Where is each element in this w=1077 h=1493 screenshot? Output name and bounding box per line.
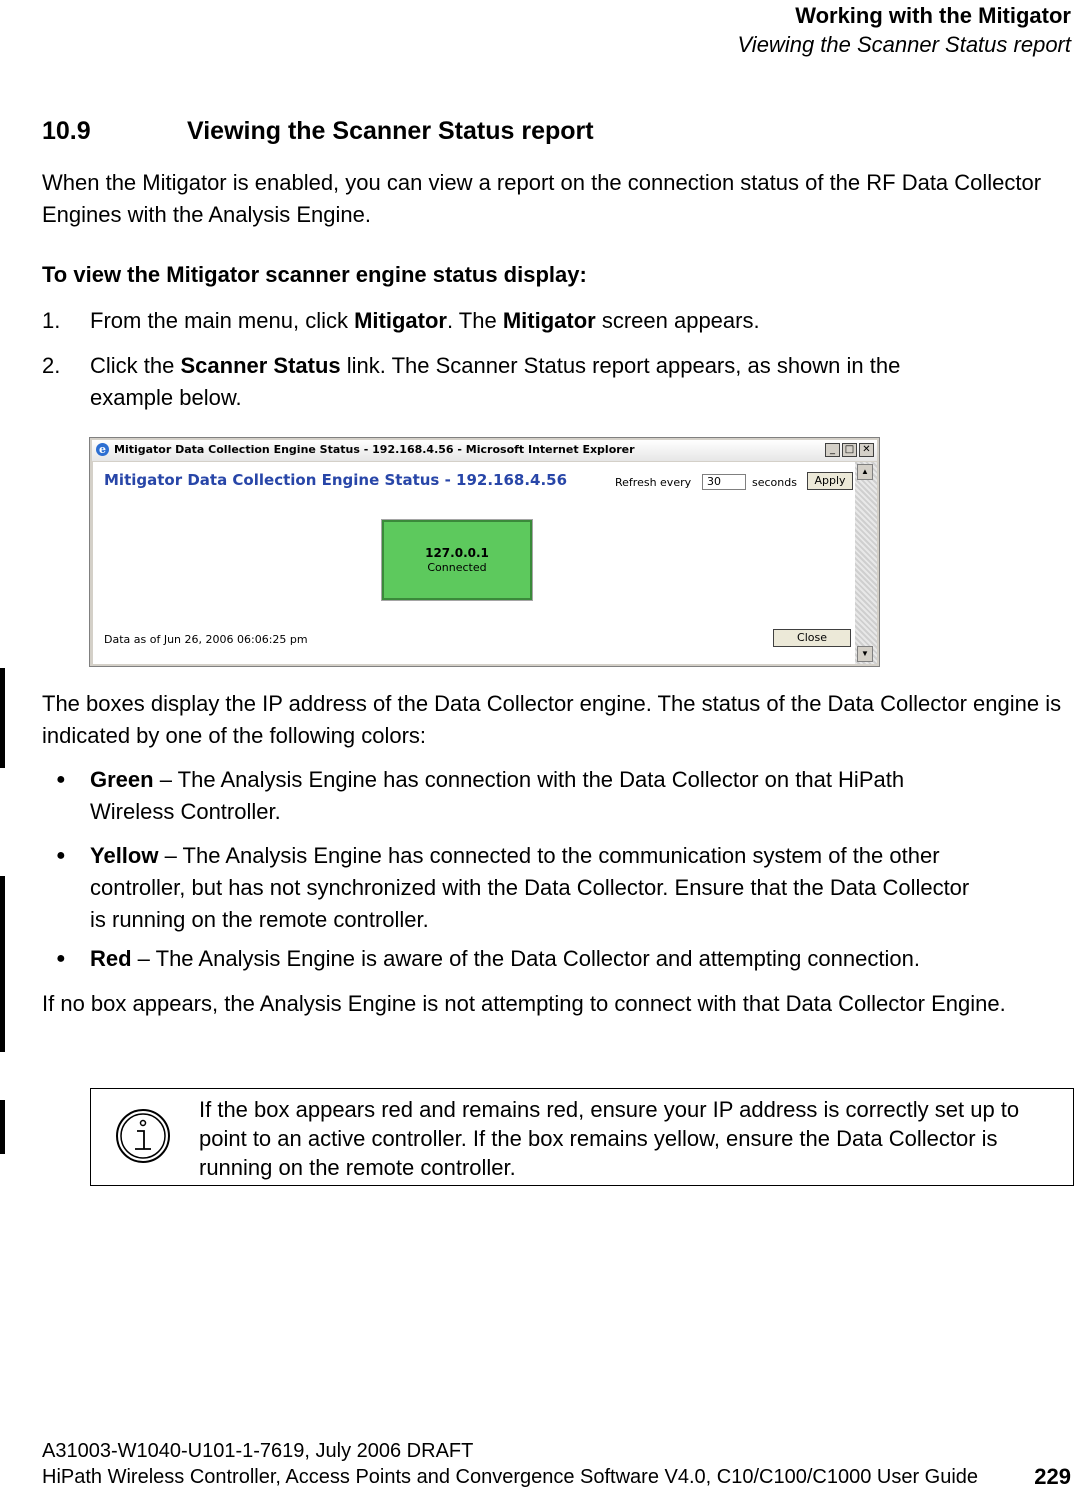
step-2-number: 2.	[42, 353, 61, 378]
bullet-green-term: Green	[90, 767, 154, 792]
window-titlebar	[92, 440, 877, 461]
close-button[interactable]: Close	[773, 629, 851, 647]
refresh-label: Refresh every	[615, 476, 692, 489]
bullet-yellow-term: Yellow	[90, 843, 159, 868]
colors-intro-paragraph: The boxes display the IP address of the Data Collector engine. The status of the Data Collector engine is indicated by one of the following colors:	[42, 691, 1062, 748]
footer-product: HiPath Wireless Controller, Access Points and Convergence Software V4.0, C10/C100/C1000 User Guide	[42, 1466, 979, 1488]
running-header-chapter: Working with the Mitigator	[795, 3, 1071, 28]
step-2-text-pre: Click the	[90, 353, 181, 378]
step-1-bold-mitigator-screen: Mitigator	[502, 308, 596, 333]
note-text: If the box appears red and remains red, ensure your IP address is correctly set up to point to an active controller. If the box remains yellow, ensure the Data Collector is running on the remote controller.	[199, 1097, 1020, 1180]
running-header-section: Viewing the Scanner Status report	[737, 32, 1071, 57]
procedure-heading: To view the Mitigator scanner engine status display:	[42, 262, 587, 287]
note-box	[90, 1088, 1074, 1186]
bullet-yellow	[90, 840, 1070, 936]
change-bar	[0, 668, 5, 768]
page-title: Mitigator Data Collection Engine Status - 192.168.4.56	[104, 471, 568, 489]
step-1-text-pre: From the main menu, click	[90, 308, 355, 333]
step-2-bold-scanner-status: Scanner Status	[180, 353, 341, 378]
bullet-yellow-line1: – The Analysis Engine has connected to the communication system of the other	[158, 843, 940, 868]
step-1-number: 1.	[42, 308, 61, 333]
bullet-icon: ●	[56, 847, 66, 864]
window-title: Mitigator Data Collection Engine Status - 192.168.4.56 - Microsoft Internet Explorer	[114, 443, 635, 456]
step-1-text-mid: . The	[446, 308, 503, 333]
bullet-yellow-line2: controller, but has not synchronized with the Data Collector. Ensure that the Data Collector	[90, 875, 970, 900]
bullet-icon: ●	[56, 950, 66, 967]
bullet-green-line1: – The Analysis Engine has connection with the Data Collector on that HiPath	[153, 767, 905, 792]
page-number: 229	[1034, 1464, 1071, 1489]
change-bar	[0, 876, 5, 1052]
step-1-bold-mitigator: Mitigator	[354, 308, 447, 333]
scroll-up-icon[interactable]: ▲	[857, 464, 873, 480]
close-window-icon[interactable]: ✕	[859, 443, 874, 457]
step-1-text	[90, 305, 1070, 337]
footer-doc-id: A31003-W1040-U101-1-7619, July 2006 DRAFT	[42, 1440, 474, 1462]
maximize-icon[interactable]: □	[842, 443, 857, 457]
minimize-icon[interactable]: _	[825, 443, 840, 457]
status-ip-address: 127.0.0.1	[425, 546, 489, 560]
data-timestamp: Data as of Jun 26, 2006 06:06:25 pm	[104, 633, 308, 646]
data-collector-status-box[interactable]	[382, 520, 532, 600]
bullet-icon: ●	[56, 771, 66, 788]
step-1-text-post: screen appears.	[595, 308, 760, 333]
apply-button[interactable]: Apply	[807, 472, 853, 490]
bullet-red	[90, 943, 1070, 975]
bullet-red-line1: – The Analysis Engine is aware of the Data Collector and attempting connection.	[131, 946, 920, 971]
bullet-red-term: Red	[90, 946, 132, 971]
seconds-label: seconds	[752, 476, 797, 489]
browser-client-area	[93, 462, 855, 664]
step-2-text-post: link. The Scanner Status report appears, as shown in the	[340, 353, 901, 378]
bullet-green	[90, 764, 1070, 828]
scroll-down-icon[interactable]: ▼	[857, 646, 873, 662]
ie-logo-icon: e	[96, 443, 109, 456]
bullet-green-line2: Wireless Controller.	[90, 799, 281, 824]
vertical-scrollbar[interactable]	[855, 462, 877, 664]
step-2-text	[90, 350, 1070, 414]
status-state: Connected	[427, 561, 487, 574]
intro-paragraph: When the Mitigator is enabled, you can view a report on the connection status of the RF Data Collector Engines with the Analysis Engine.	[42, 170, 1042, 227]
refresh-interval-input[interactable]: 30	[702, 474, 746, 490]
section-title: Viewing the Scanner Status report	[187, 117, 594, 145]
bullet-yellow-line3: is running on the remote controller.	[90, 907, 429, 932]
info-icon	[113, 1106, 173, 1166]
step-2-text-line2: example below.	[90, 385, 242, 410]
section-number: 10.9	[42, 117, 91, 145]
no-box-paragraph: If no box appears, the Analysis Engine is not attempting to connect with that Data Collector Engine.	[42, 991, 1006, 1016]
ie-window-screenshot	[89, 437, 880, 667]
change-bar	[0, 1100, 5, 1154]
